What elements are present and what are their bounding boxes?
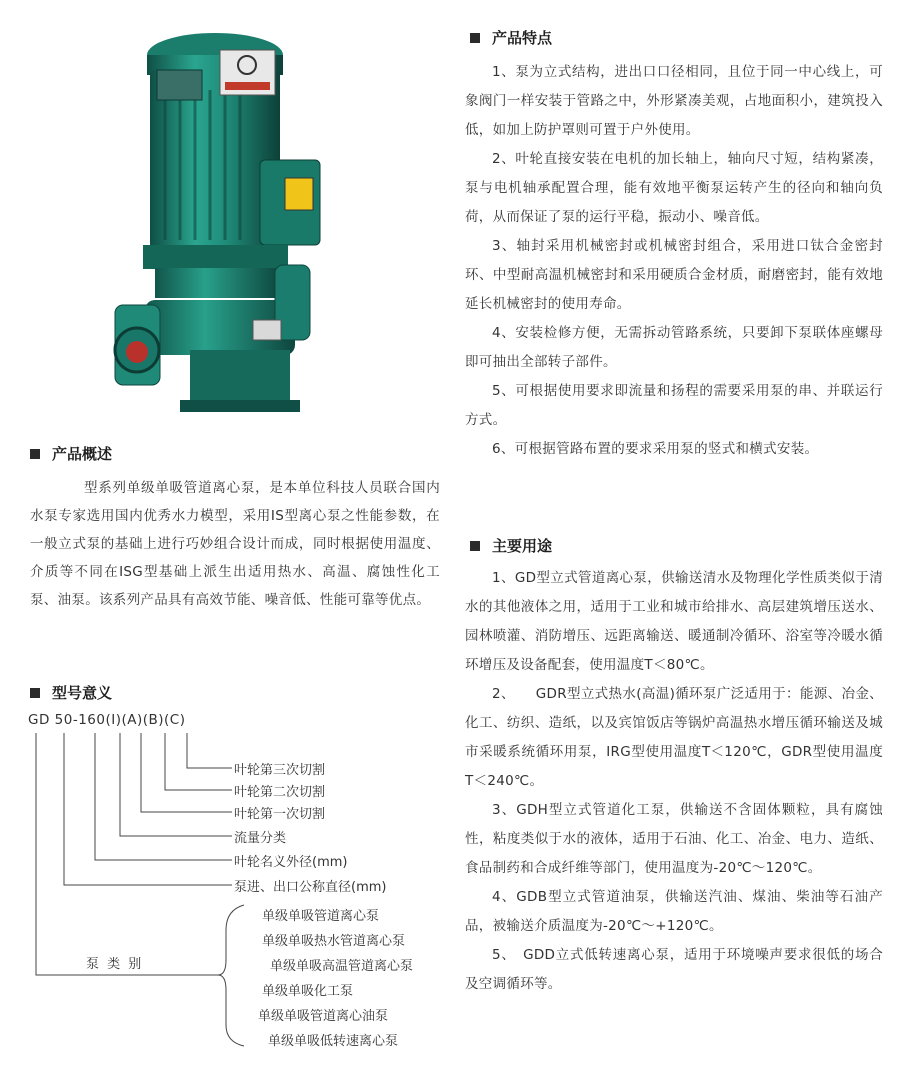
category-item: 单级单吸管道离心油泵: [258, 1009, 389, 1024]
feature-item: 6、可根据管路布置的要求采用泵的竖式和横式安装。: [492, 441, 819, 457]
overview-paragraph: 型系列单级单吸管道离心泵，是本单位科技人员联合国内水泵专家选用国内优秀水力模型，采用IS型离心泵之性能参数，在一般立式泵的基础上进行巧妙组合设计而成，同时根据使用温度、介质等不同在ISG型基础上派生出适用热水、高温、腐蚀性化工泵、油泵。该系列产品具有高效节能、噪音低、性能可靠等优点。: [30, 480, 440, 608]
feature-item: 4、安装检修方便，无需拆动管路系统，只要卸下泵联体座螺母即可抽出全部转子部件。: [465, 325, 883, 370]
pump-drawing: [105, 20, 335, 415]
bullet-square-icon: [470, 33, 480, 43]
use-item: 5、 GDD立式低转速离心泵，适用于环境噪声要求很低的场合及空调循环等。: [465, 947, 883, 992]
use-item: 3、GDH型立式管道化工泵，供输送不含固体颗粒，具有腐蚀性，粘度类似于水的液体，适用于石油、化工、冶金、电力、造纸、食品制药和合成纤维等部门，使用温度为-20℃～120℃。: [465, 802, 883, 876]
label-flow-class: 流量分类: [234, 831, 287, 846]
use-item: 1、GD型立式管道离心泵，供输送清水及物理化学性质类似于清水的其他液体之用，适用于工业和城市给排水、高层建筑增压送水、园林喷灌、消防增压、远距离输送、暖通制冷循环、浴室等冷暖水循环增压及设备配套，使用温度T＜80℃。: [465, 570, 883, 673]
category-item: 单级单吸高温管道离心泵: [270, 959, 414, 974]
use-item: 4、GDB型立式管道油泵，供输送汽油、煤油、柴油等石油产品，被输送介质温度为-20℃～+120℃。: [465, 889, 883, 934]
uses-list: [465, 564, 883, 999]
bullet-square-icon: [30, 449, 40, 459]
label-impeller-cut-1: 叶轮第一次切割: [234, 807, 326, 822]
label-impeller-cut-3: 叶轮第三次切割: [234, 763, 326, 778]
label-impeller-diameter: 叶轮名义外径(mm): [234, 855, 348, 870]
feature-item: 3、轴封采用机械密封或机械密封组合，采用进口钛合金密封环、中型耐高温机械密封和采用硬质合金材质，耐磨密封，能有效地延长机械密封的使用寿命。: [465, 238, 883, 312]
model-code: GD 50-160(I)(A)(B)(C): [28, 712, 186, 728]
pump-image: [105, 20, 335, 415]
features-title: [470, 27, 552, 48]
feature-item: 2、叶轮直接安装在电机的加长轴上，轴向尺寸短，结构紧凑，泵与电机轴承配置合理，能有效地平衡泵运转产生的径向和轴向负荷，从而保证了泵的运行平稳，振动小、噪音低。: [465, 151, 883, 225]
label-pump-category: 泵 类 别: [86, 957, 144, 972]
bullet-square-icon: [470, 541, 480, 551]
uses-title-text: 主要用途: [492, 537, 553, 555]
label-port-diameter: 泵进、出口公称直径(mm): [234, 880, 387, 895]
label-impeller-cut-2: 叶轮第二次切割: [234, 785, 326, 800]
overview-title-text: 产品概述: [52, 445, 113, 463]
model-title: [30, 682, 112, 703]
overview-title: [30, 443, 112, 464]
overview-text: [30, 474, 440, 614]
category-item: 单级单吸管道离心泵: [262, 909, 380, 924]
features-title-text: 产品特点: [492, 29, 553, 47]
bullet-square-icon: [30, 688, 40, 698]
category-item: 单级单吸低转速离心泵: [268, 1034, 399, 1049]
uses-title: [470, 535, 552, 556]
feature-item: 1、泵为立式结构，进出口口径相同，且位于同一中心线上，可象阀门一样安装于管路之中，外形紧凑美观，占地面积小，建筑投入低，如加上防护罩则可置于户外使用。: [465, 64, 883, 138]
feature-item: 5、可根据使用要求即流量和扬程的需要采用泵的串、并联运行方式。: [465, 383, 883, 428]
use-item: 2、 GDR型立式热水(高温)循环泵广泛适用于：能源、冶金、化工、纺织、造纸，以及宾馆饭店等锅炉高温热水增压循环输送及城市采暖系统循环用泵，IRG型使用温度T＜120℃，GDR型使用温度T＜240℃。: [465, 686, 883, 789]
features-list: [465, 58, 883, 464]
model-title-text: 型号意义: [52, 684, 113, 702]
category-item: 单级单吸热水管道离心泵: [262, 934, 406, 949]
category-item: 单级单吸化工泵: [262, 984, 354, 999]
